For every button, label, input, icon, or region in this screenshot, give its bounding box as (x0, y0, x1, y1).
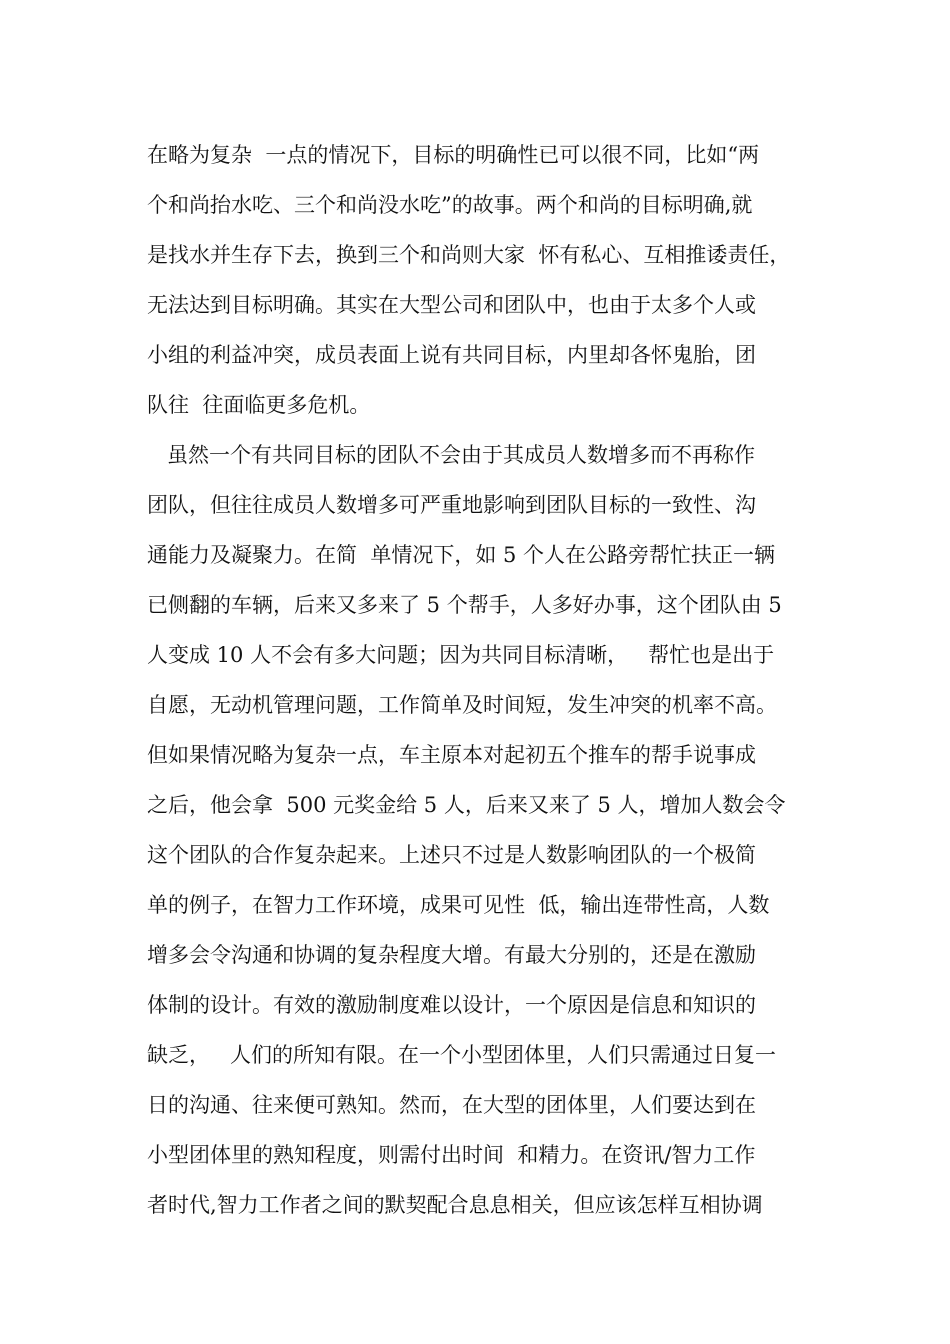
text-line: 自愿，无动机管理问题，工作简单及时间短，发生冲突的机率不高。 (147, 693, 777, 717)
text-line: 者时代,智力工作者之间的默契配合息息相关，但应该怎样互相协调 (147, 1193, 763, 1217)
text-line: 这个团队的合作复杂起来。上述只不过是人数影响团队的一个极简 (147, 843, 756, 867)
text-line: 小组的利益冲突，成员表面上说有共同目标，内里却各怀鬼胎，团 (147, 343, 756, 367)
text-line: 队往 往面临更多危机。 (147, 393, 371, 417)
text-line: 增多会令沟通和协调的复杂程度大增。有最大分别的，还是在激励 (147, 943, 756, 967)
text-line: 通能力及凝聚力。在简 单情况下，如 5 个人在公路旁帮忙扶正一辆 (147, 543, 776, 567)
text-line: 缺乏， 人们的所知有限。在一个小型团体里，人们只需通过日复一 (147, 1043, 777, 1067)
text-line: 小型团体里的熟知程度，则需付出时间 和精力。在资讯/智力工作 (147, 1143, 756, 1167)
text-line: 已侧翻的车辆，后来又多来了 5 个帮手，人多好办事，这个团队由 5 (147, 593, 782, 617)
text-line: 在略为复杂 一点的情况下，目标的明确性已可以很不同，比如“两 (147, 143, 760, 167)
paragraph-start-line: 虽然一个有共同目标的团队不会由于其成员人数增多而不再称作 (167, 443, 755, 467)
text-line: 体制的设计。有效的激励制度难以设计，一个原因是信息和知识的 (147, 993, 756, 1017)
text-line: 团队，但往往成员人数增多可严重地影响到团队目标的一致性、沟 (147, 493, 756, 517)
text-line: 无法达到目标明确。其实在大型公司和团队中，也由于太多个人或 (147, 293, 756, 317)
body-text (147, 130, 847, 1230)
text-line: 人变成 10 人不会有多大问题；因为共同目标清晰， 帮忙也是出于 (147, 643, 775, 667)
text-line: 日的沟通、往来便可熟知。然而，在大型的团体里，人们要达到在 (147, 1093, 756, 1117)
text-line: 之后，他会拿 500 元奖金给 5 人，后来又来了 5 人，增加人数会令 (147, 793, 786, 817)
text-line: 单的例子，在智力工作环境，成果可见性 低，输出连带性高，人数 (147, 893, 770, 917)
text-line: 但如果情况略为复杂一点，车主原本对起初五个推车的帮手说事成 (147, 743, 756, 767)
text-line: 是找水并生存下去，换到三个和尚则大家 怀有私心、互相推诿责任， (147, 243, 791, 267)
text-line: 个和尚抬水吃、三个和尚没水吃”的故事。两个和尚的目标明确,就 (147, 193, 753, 217)
